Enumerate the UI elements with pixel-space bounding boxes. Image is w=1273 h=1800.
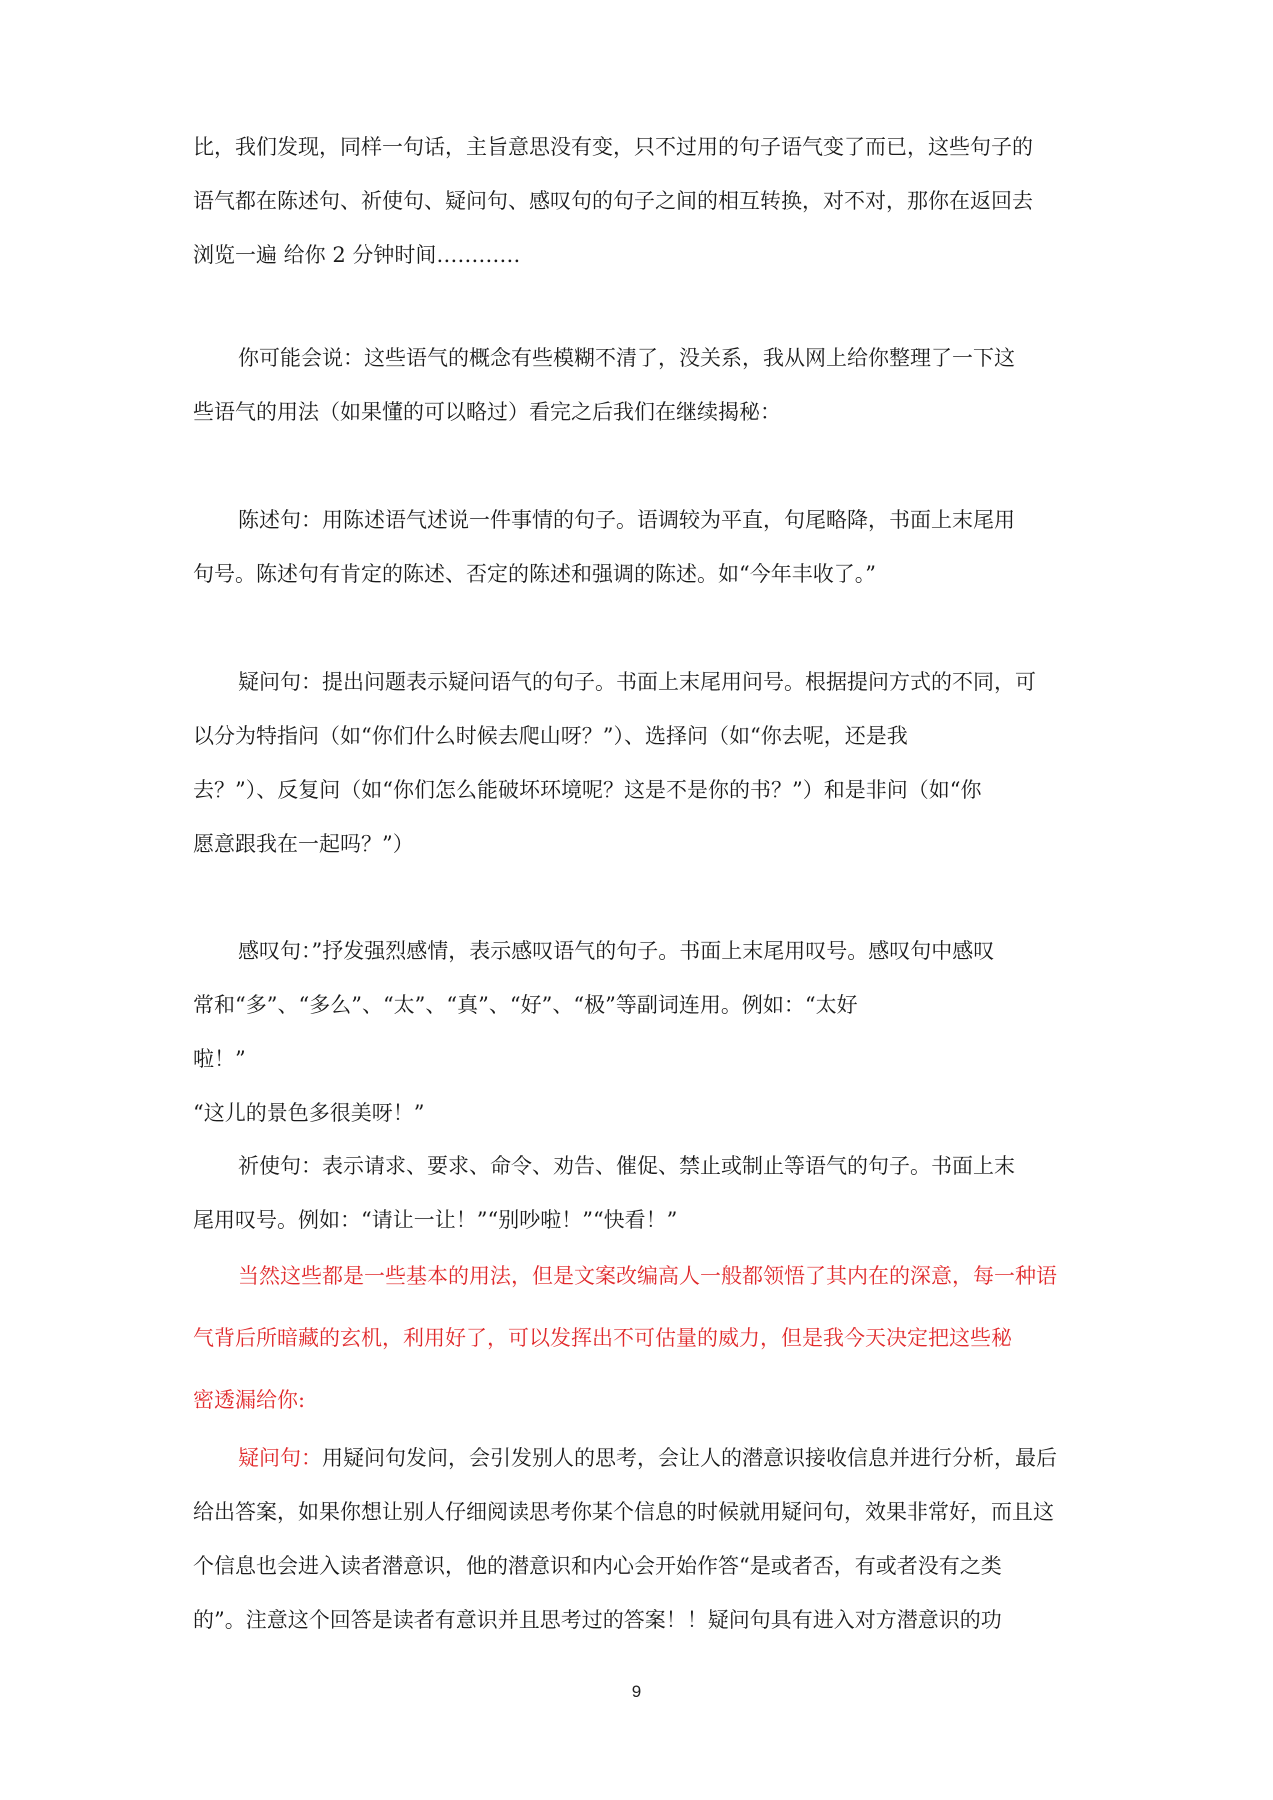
text-line: 比，我们发现，同样一句话，主旨意思没有变，只不过用的句子语气变了而已，这些句子的 [193, 135, 1033, 159]
highlight-text-line: 气背后所暗藏的玄机，利用好了，可以发挥出不可估量的威力，但是我今天决定把这些秘 [193, 1326, 1012, 1350]
section-label: 疑问句： [238, 1446, 322, 1470]
text-line: 给出答案，如果你想让别人仔细阅读思考你某个信息的时候就用疑问句，效果非常好，而且这 [193, 1500, 1054, 1524]
text-line: 常和“多”、“多么”、“太”、“真”、“好”、“极”等副词连用。例如：“太好 [193, 993, 858, 1017]
text-line: 去？”）、反复问（如“你们怎么能破坏环境呢？这是不是你的书？”）和是非问（如“你 [193, 778, 982, 802]
page-number: 9 [631, 1682, 642, 1701]
text-line: 些语气的用法（如果懂的可以略过）看完之后我们在继续揭秘： [193, 400, 781, 424]
text-line: 以分为特指问（如“你们什么时候去爬山呀？”）、选择问（如“你去呢，还是我 [193, 724, 908, 748]
text-line [238, 1444, 1057, 1472]
text-line: 浏览一遍 给你 2 分钟时间………… [193, 243, 521, 267]
text-line: 啦！” [193, 1047, 246, 1071]
text-line: 句号。陈述句有肯定的陈述、否定的陈述和强调的陈述。如“今年丰收了。” [193, 562, 876, 586]
highlight-text-line: 密透漏给你: [193, 1388, 306, 1412]
text-line: 感叹句：”抒发强烈感情，表示感叹语气的句子。书面上末尾用叹号。感叹句中感叹 [238, 939, 995, 963]
text-line: 你可能会说：这些语气的概念有些模糊不清了，没关系，我从网上给你整理了一下这 [238, 346, 1015, 370]
text-span: 用疑问句发问，会引发别人的思考，会让人的潜意识接收信息并进行分析，最后 [322, 1446, 1057, 1470]
text-line: 的”。注意这个回答是读者有意识并且思考过的答案！！疑问句具有进入对方潜意识的功 [193, 1608, 1002, 1632]
text-line: 陈述句：用陈述语气述说一件事情的句子。语调较为平直，句尾略降，书面上末尾用 [238, 508, 1015, 532]
text-line: “这儿的景色多很美呀！” [193, 1101, 425, 1125]
text-line: 愿意跟我在一起吗？”） [193, 832, 414, 856]
text-line: 个信息也会进入读者潜意识，他的潜意识和内心会开始作答“是或者否，有或者没有之类 [193, 1554, 1002, 1578]
text-line: 疑问句：提出问题表示疑问语气的句子。书面上末尾用问号。根据提问方式的不同，可 [238, 670, 1036, 694]
text-line: 尾用叹号。例如：“请让一让！”“别吵啦！”“快看！” [193, 1208, 678, 1232]
text-line: 祈使句：表示请求、要求、命令、劝告、催促、禁止或制止等语气的句子。书面上末 [238, 1154, 1015, 1178]
text-line: 语气都在陈述句、祈使句、疑问句、感叹句的句子之间的相互转换，对不对，那你在返回去 [193, 189, 1033, 213]
highlight-text-line: 当然这些都是一些基本的用法，但是文案改编高人一般都领悟了其内在的深意，每一种语 [238, 1264, 1057, 1288]
